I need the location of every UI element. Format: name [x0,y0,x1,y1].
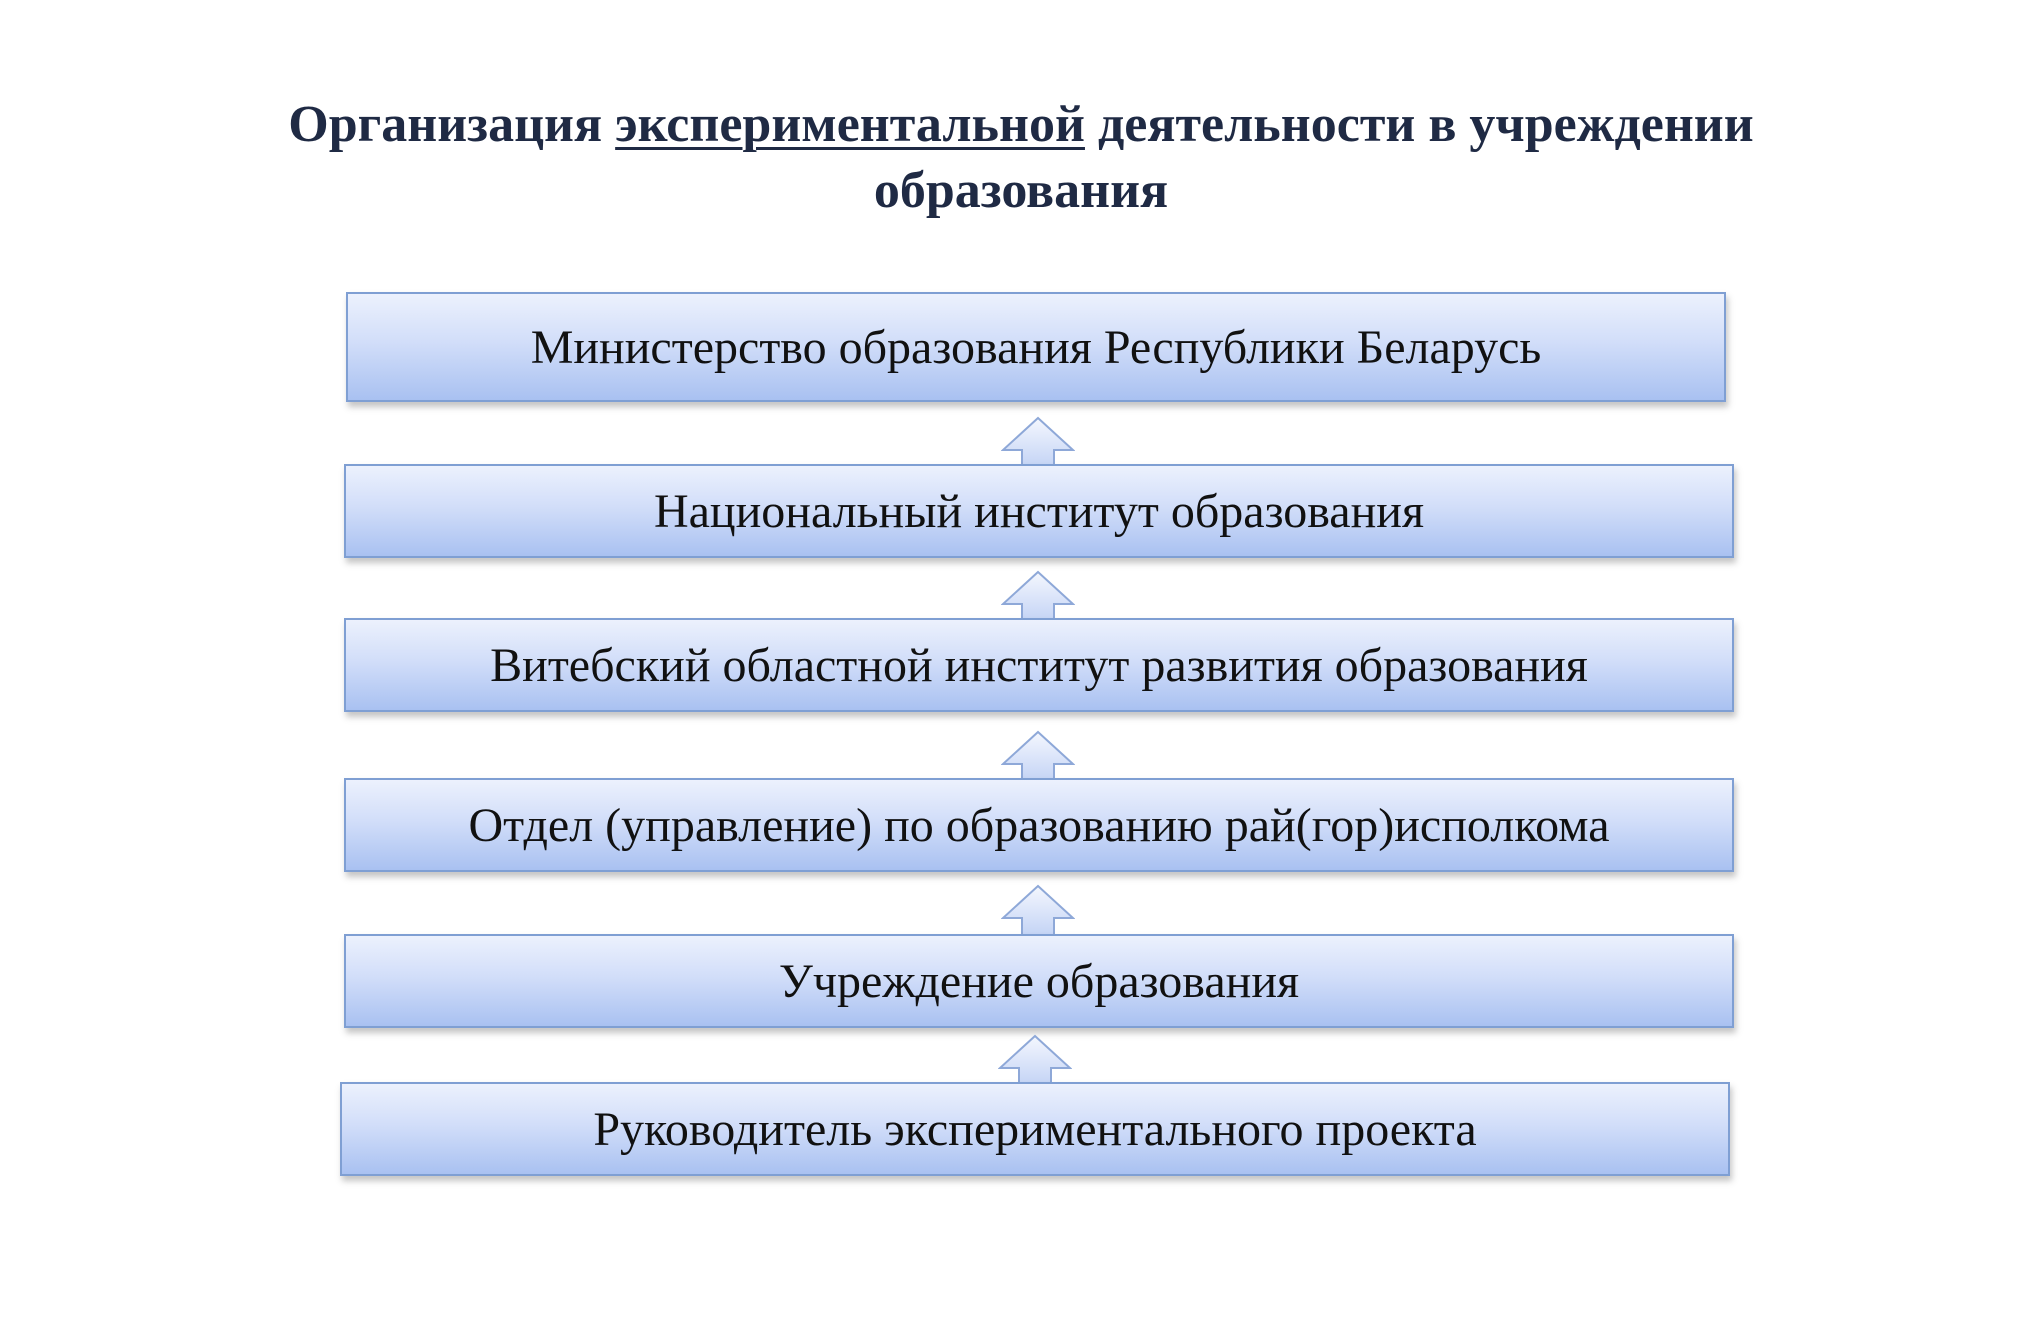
level-label-regional-institute: Витебский областной институт развития образования [490,638,1588,692]
arrow-up-icon [1001,570,1075,624]
arrow-up-icon [1001,416,1075,470]
level-label-national-institute: Национальный институт образования [653,484,1425,538]
title-part-2: деятельности в учреждении [1084,96,1754,153]
title-part-1: Организация [288,96,616,153]
level-box-education-department [344,778,1734,872]
title-underlined-word: экспериментальной [615,96,1085,153]
diagram-title [0,92,2042,224]
title-line-2: образования [873,162,1169,219]
arrow-up-icon [998,1034,1072,1088]
level-box-project-leader [340,1082,1730,1176]
level-label-ministry: Министерство образования Республики Беларусь [530,320,1542,374]
level-box-institution [344,934,1734,1028]
level-label-education-department: Отдел (управление) по образованию рай(гор)исполкома [468,798,1610,852]
arrow-up-icon [1001,884,1075,938]
arrow-up-icon [1001,730,1075,784]
level-label-project-leader: Руководитель экспериментального проекта [593,1102,1477,1156]
level-box-national-institute [344,464,1734,558]
level-box-regional-institute [344,618,1734,712]
level-label-institution: Учреждение образования [778,954,1300,1008]
level-box-ministry [346,292,1726,402]
